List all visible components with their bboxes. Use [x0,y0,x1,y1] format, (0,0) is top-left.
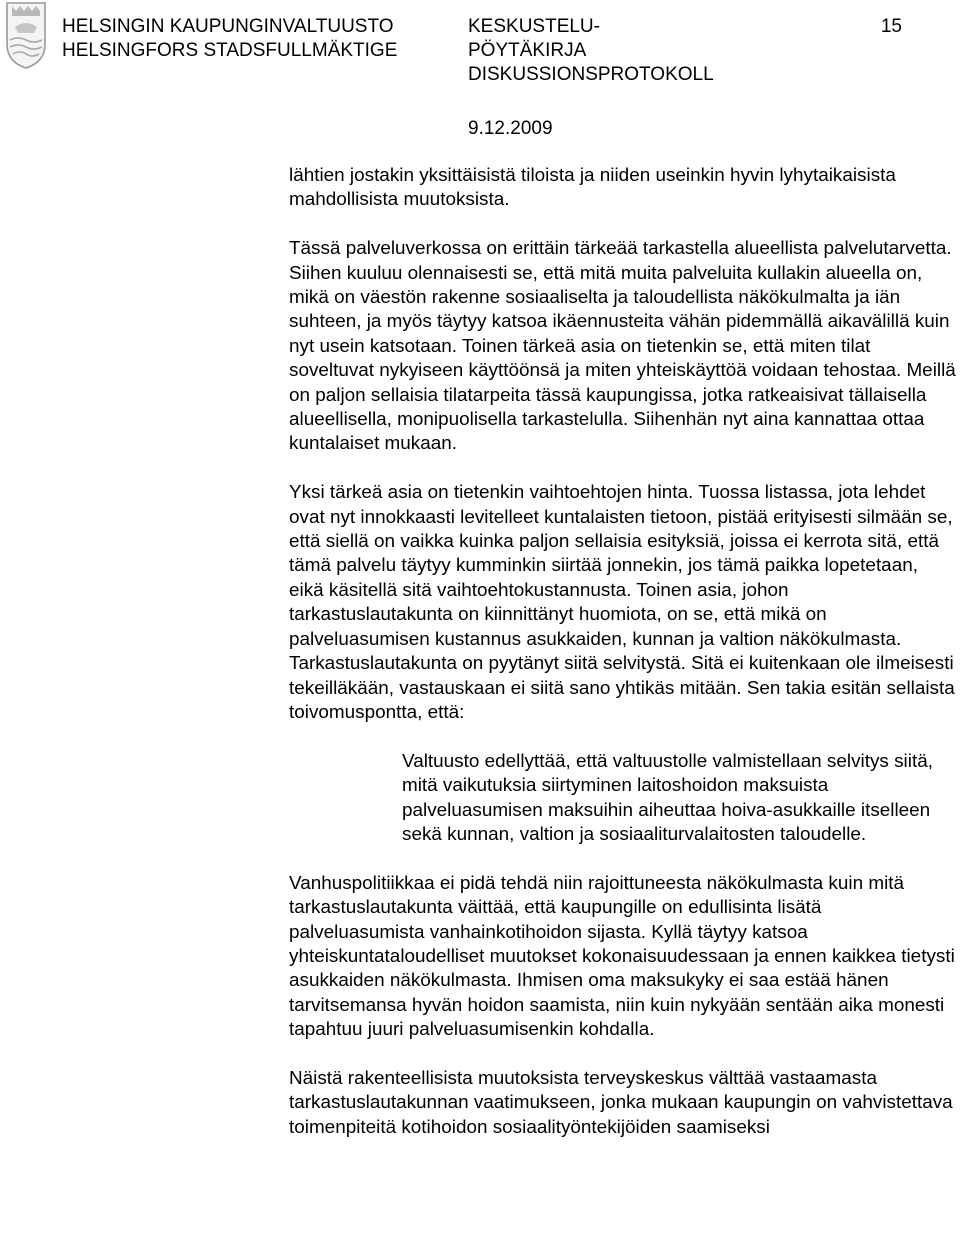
document-type-line-1: KESKUSTELU- [468,16,600,37]
document-body [289,164,957,1165]
paragraph: Yksi tärkeä asia on tietenkin vaihtoehtojen hinta. Tuossa listassa, jota lehdet ovat nyt innokkaasti levitelleet kuntalaisten tietoon, pistää erityisesti silmään se, että siellä on vaikka kuinka paljon sellaisia esityksiä, joissa ei kerrota sitä, että tämä palvelu täytyy kumminkin siirtää jonnekin, jos tämä paikka lopetetaan, eikä käsitellä sitä vaihtoehtokustannusta. Toinen asia, johon tarkastuslautakunta on kiinnittänyt huomiota, on se, että mikä on palveluasumisen kustannus asukkaiden, kunnan ja valtion näkökulmasta. Tarkastuslautakunta on pyytänyt siitä selvitystä. Sitä ei kuitenkaan ole ilmeisesti tekeilläkään, vastauskaan ei siitä sano yhtikäs mitään. Sen takia esitän sellaista toivomuspontta, että: [289,482,955,723]
paragraph: Näistä rakenteellisista muutoksista terveyskeskus välttää vastaamasta tarkastuslautakunnan vaatimukseen, jonka mukaan kaupungin on vahvistettava toimenpiteitä kotihoidon sosiaalityöntekijöiden saamiseksi [289,1067,953,1138]
document-type-line-3: DISKUSSIONSPROTOKOLL [468,64,714,85]
organization-name-fi: HELSINGIN KAUPUNGINVALTUUSTO [62,16,394,37]
document-type-line-2: PÖYTÄKIRJA [468,40,587,61]
document-date: 9.12.2009 [468,118,553,139]
helsinki-coat-of-arms-icon [4,0,48,70]
organization-name-sv: HELSINGFORS STADSFULLMÄKTIGE [62,40,398,61]
paragraph: lähtien jostakin yksittäisistä tiloista ja niiden useinkin hyvin lyhytaikaisista mahdollisista muutoksista. [289,165,896,211]
paragraph: Tässä palveluverkossa on erittäin tärkeää tarkastella alueellista palvelutarvetta. Siihen kuuluu olennaisesti se, että mitä muita palveluita kullakin alueella on, mikä on väestön rakenne sosiaaliselta ja taloudellista näkökulmalta ja iän suhteen, ja myös täytyy katsoa ikäennusteita vähän pidemmällä aikavälillä kuin nyt usein katsotaan. Toinen tärkeä asia on tietenkin se, että miten tilat soveltuvat nykyiseen käyttöönsä ja miten yhteiskäyttöä voidaan tehostaa. Meillä on paljon sellaisia tilatarpeita tässä kaupungissa, jotka ratkeaisivat tällaisella alueellisella, monipuolisella tarkastelulla. Siihenhän nyt aina kannattaa ottaa kuntalaiset mukaan. [289,238,956,455]
motion-quote: Valtuusto edellyttää, että valtuustolle valmistellaan selvitys siitä, mitä vaikutuksia siirtyminen laitoshoidon maksuista palveluasumisen maksuihin aiheuttaa hoiva-asukkaille itselleen sekä kunnan, valtion ja sosiaaliturvalaitosten taloudelle. [402,750,933,845]
document-type [468,15,714,87]
organization-names [62,15,397,63]
page-number: 15 [880,16,902,37]
paragraph: Vanhuspolitiikkaa ei pidä tehdä niin rajoittuneesta näkökulmasta kuin mitä tarkastuslautakunta väittää, että kaupungille on edullisinta lisätä palveluasumista vanhainkotihoidon sijasta. Kyllä täytyy katsoa yhteiskuntataloudelliset muutokset kokonaisuudessaan ja ennen kaikkea tietysti asukkaiden näkökulmasta. Ihmisen oma maksukyky ei saa estää hänen tarvitsemansa hyvän hoidon saamista, niin kuin nykyään sentään aika monesti tapahtuu juuri palveluasumisenkin kohdalla. [289,872,955,1041]
